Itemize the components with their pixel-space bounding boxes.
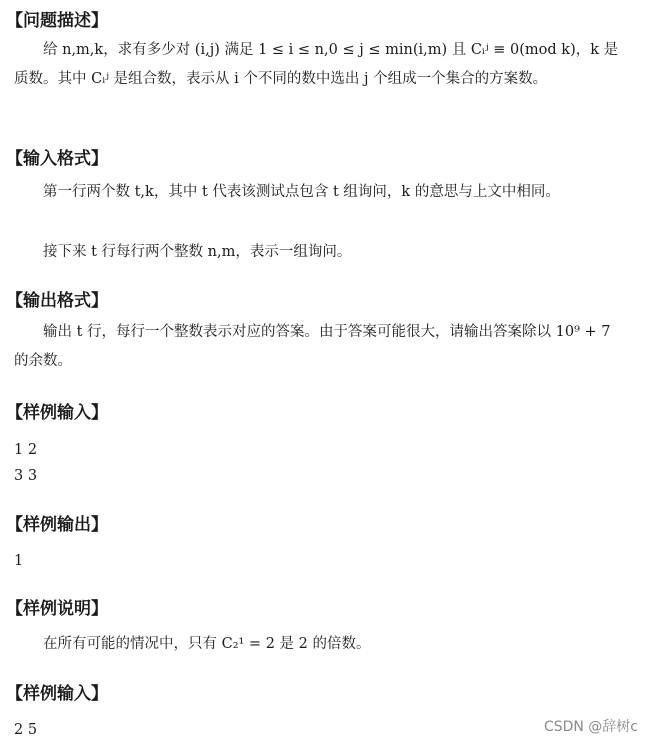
sample-input-line-2: 3 3 bbox=[14, 468, 38, 484]
sample-input-heading: 【样例输入】 bbox=[6, 403, 108, 423]
input-format-heading: 【输入格式】 bbox=[6, 149, 108, 169]
sample-output-heading: 【样例输出】 bbox=[6, 515, 108, 535]
sample-input-2-line-1: 2 5 bbox=[14, 722, 38, 738]
output-format-heading: 【输出格式】 bbox=[6, 291, 108, 311]
sample-explanation-heading: 【样例说明】 bbox=[6, 599, 108, 619]
sample-input-2-heading: 【样例输入】 bbox=[6, 684, 108, 704]
problem-description-text: 给 n,m,k，求有多少对 (i,j) 满足 1 ≤ i ≤ n,0 ≤ j ≤ min(i,m) 且 Cᵢʲ ≡ 0(mod k)，k 是质数。其中 Cᵢʲ 是组合数，表示从 i 个不同的数中选出 j 个组成一个集合的方案数。 bbox=[14, 42, 619, 87]
sample-output-line-1: 1 bbox=[14, 553, 24, 569]
problem-description-heading: 【问题描述】 bbox=[6, 11, 108, 31]
csdn-watermark: CSDN @辞树c bbox=[543, 719, 638, 735]
input-format-text-1: 第一行两个数 t,k，其中 t 代表该测试点包含 t 组询问，k 的意思与上文中相同。 bbox=[43, 184, 560, 200]
sample-input-line-1: 1 2 bbox=[14, 442, 38, 458]
sample-explanation-text: 在所有可能的情况中，只有 C₂¹ = 2 是 2 的倍数。 bbox=[43, 636, 371, 652]
input-format-text-2: 接下来 t 行每行两个整数 n,m，表示一组询问。 bbox=[43, 244, 352, 260]
output-format-text: 输出 t 行，每行一个整数表示对应的答案。由于答案可能很大，请输出答案除以 10⁹ + 7 的余数。 bbox=[14, 324, 611, 369]
